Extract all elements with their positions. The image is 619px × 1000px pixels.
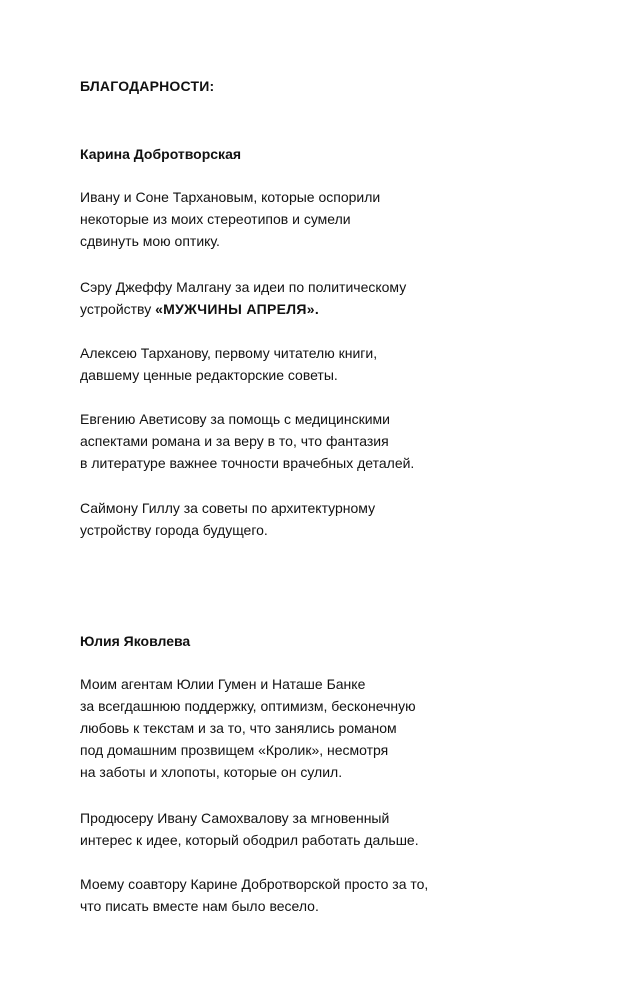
paragraph-agents	[80, 673, 416, 783]
paragraph-line: давшему ценные редакторские советы.	[80, 367, 338, 383]
paragraph-avetisov	[80, 408, 414, 474]
book-title-emphasis: «МУЖЧИНЫ АПРЕЛЯ».	[155, 301, 320, 317]
paragraph-line: на заботы и хлопоты, которые он сулил.	[80, 764, 343, 780]
paragraph-line-prefix: устройству	[80, 301, 156, 317]
paragraph-line: любовь к текстам и за то, что занялись романом	[80, 720, 397, 736]
paragraph-tarkhanovs	[80, 186, 380, 252]
paragraph-mulgan	[80, 276, 406, 320]
paragraph-producer	[80, 807, 419, 851]
paragraph-line: некоторые из моих стереотипов и сумели	[80, 211, 351, 227]
paragraph-aleksey	[80, 342, 377, 386]
paragraph-line	[80, 298, 406, 320]
paragraph-line: Саймону Гиллу за советы по архитектурному	[80, 500, 376, 516]
section-author-yakovleva: Юлия Яковлева	[80, 633, 191, 649]
paragraph-line: аспектами романа и за веру в то, что фантазия	[80, 433, 389, 449]
paragraph-line: Ивану и Соне Тархановым, которые оспорили	[80, 189, 381, 205]
paragraph-line: в литературе важнее точности врачебных деталей.	[80, 455, 415, 471]
paragraph-line: Моим агентам Юлии Гумен и Наташе Банке	[80, 676, 366, 692]
paragraph-line: интерес к идее, который ободрил работать дальше.	[80, 832, 419, 848]
paragraph-line: Евгению Аветисову за помощь с медицинскими	[80, 411, 390, 427]
paragraph-line: под домашним прозвищем «Кролик», несмотря	[80, 742, 389, 758]
paragraph-line: устройству города будущего.	[80, 522, 268, 538]
paragraph-line: что писать вместе нам было весело.	[80, 898, 319, 914]
paragraph-line: Сэру Джеффу Малгану за идеи по политическому	[80, 279, 407, 295]
paragraph-line: за всегдашнюю поддержку, оптимизм, бесконечную	[80, 698, 416, 714]
paragraph-line: Моему соавтору Карине Добротворской просто за то,	[80, 876, 429, 892]
section-author-dobrotvorskaya: Карина Добротворская	[80, 146, 242, 162]
page-title: БЛАГОДАРНОСТИ:	[80, 78, 215, 94]
paragraph-line: Продюсеру Ивану Самохвалову за мгновенный	[80, 810, 390, 826]
paragraph-line: сдвинуть мою оптику.	[80, 233, 220, 249]
paragraph-gill	[80, 497, 375, 541]
paragraph-coauthor	[80, 873, 428, 917]
paragraph-line: Алексею Тарханову, первому читателю книги,	[80, 345, 378, 361]
